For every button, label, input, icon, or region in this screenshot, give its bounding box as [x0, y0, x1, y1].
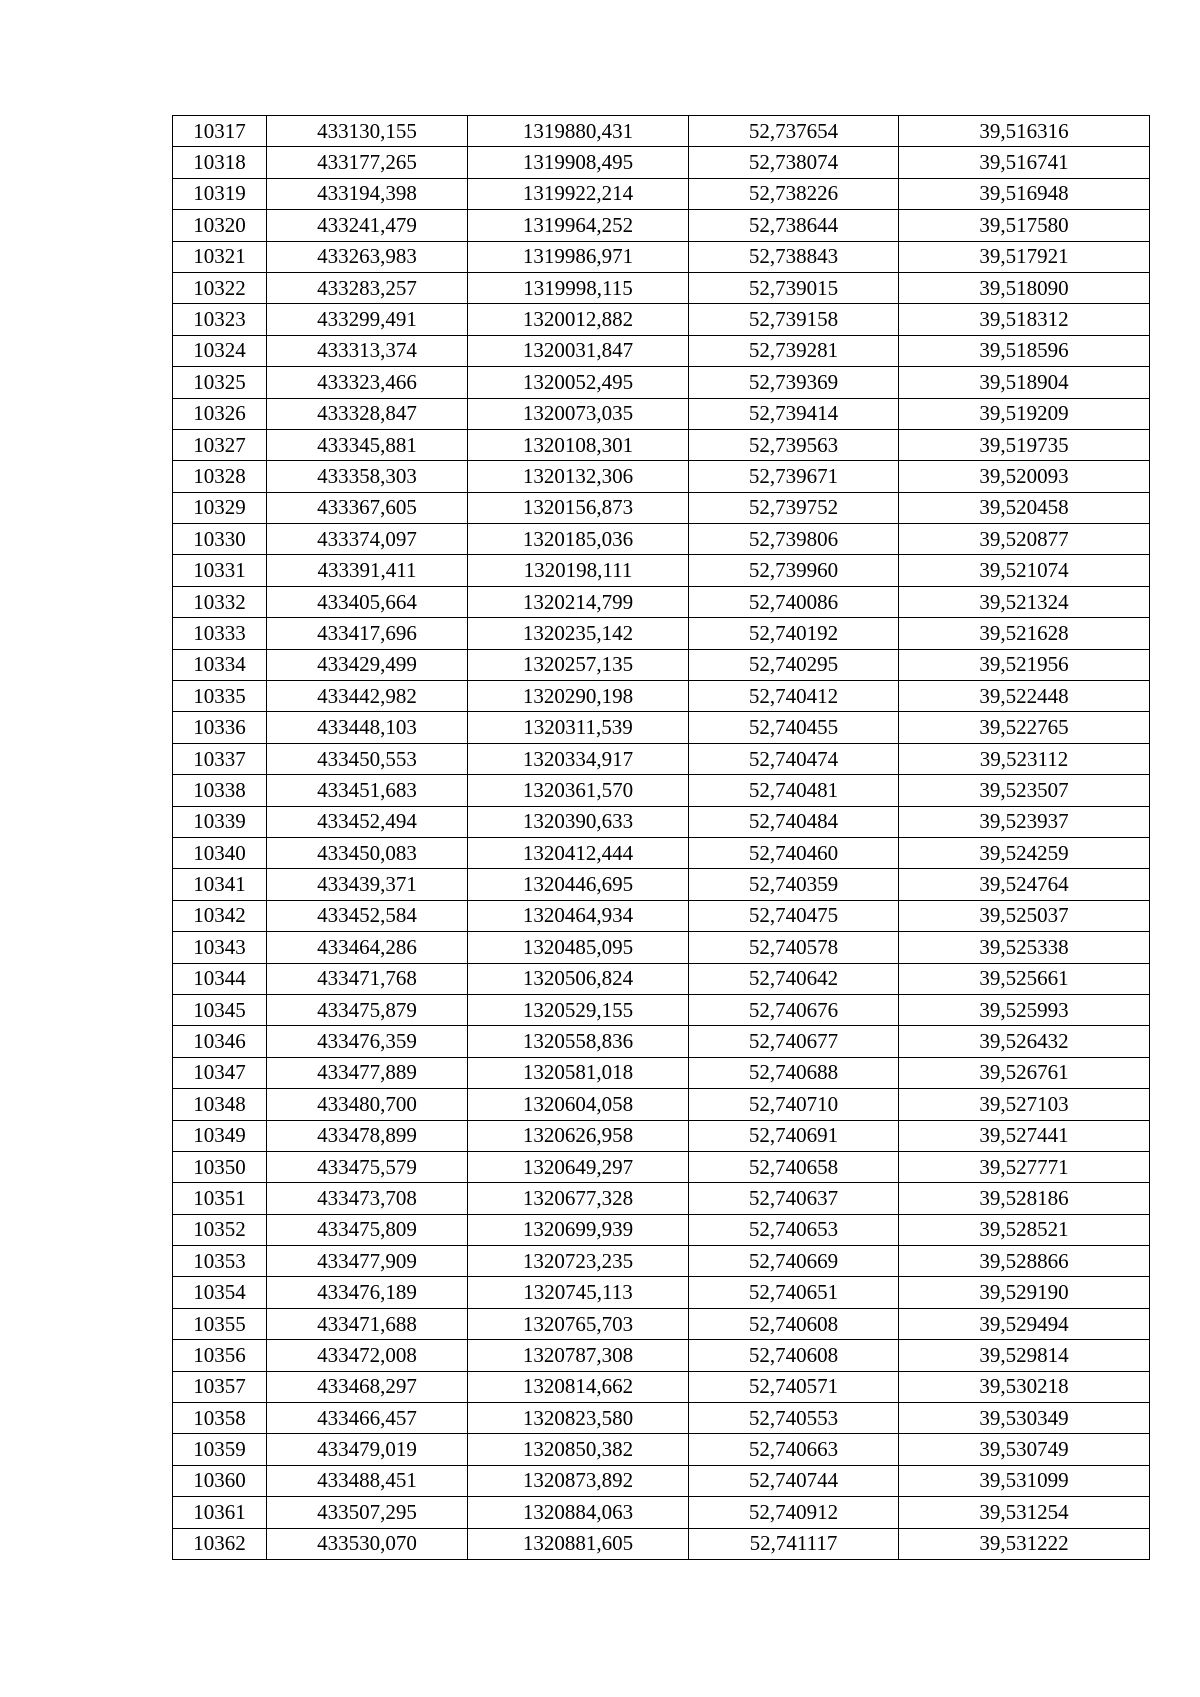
point-number-cell: 10332 — [173, 586, 267, 617]
table-row — [173, 712, 1150, 743]
x-coordinate-cell: 433417,696 — [267, 618, 468, 649]
y-coordinate-cell: 1320765,703 — [468, 1308, 689, 1339]
x-coordinate-cell: 433451,683 — [267, 775, 468, 806]
latitude-cell: 52,739563 — [689, 429, 899, 460]
y-coordinate-cell: 1320787,308 — [468, 1340, 689, 1371]
x-coordinate-cell: 433263,983 — [267, 241, 468, 272]
x-coordinate-cell: 433450,553 — [267, 743, 468, 774]
latitude-cell: 52,740691 — [689, 1120, 899, 1151]
longitude-cell: 39,531099 — [899, 1465, 1150, 1496]
longitude-cell: 39,522765 — [899, 712, 1150, 743]
y-coordinate-cell: 1320850,382 — [468, 1434, 689, 1465]
x-coordinate-cell: 433452,584 — [267, 900, 468, 931]
y-coordinate-cell: 1320506,824 — [468, 963, 689, 994]
y-coordinate-cell: 1319922,214 — [468, 178, 689, 209]
y-coordinate-cell: 1320814,662 — [468, 1371, 689, 1402]
y-coordinate-cell: 1320604,058 — [468, 1089, 689, 1120]
x-coordinate-cell: 433476,189 — [267, 1277, 468, 1308]
table-row — [173, 618, 1150, 649]
table-row — [173, 492, 1150, 523]
point-number-cell: 10321 — [173, 241, 267, 272]
latitude-cell: 52,740295 — [689, 649, 899, 680]
y-coordinate-cell: 1320290,198 — [468, 681, 689, 712]
point-number-cell: 10325 — [173, 367, 267, 398]
x-coordinate-cell: 433177,265 — [267, 147, 468, 178]
table-row — [173, 837, 1150, 868]
table-row — [173, 1183, 1150, 1214]
longitude-cell: 39,525993 — [899, 994, 1150, 1025]
longitude-cell: 39,529814 — [899, 1340, 1150, 1371]
point-number-cell: 10323 — [173, 304, 267, 335]
latitude-cell: 52,740412 — [689, 681, 899, 712]
latitude-cell: 52,738074 — [689, 147, 899, 178]
x-coordinate-cell: 433448,103 — [267, 712, 468, 743]
y-coordinate-cell: 1320073,035 — [468, 398, 689, 429]
point-number-cell: 10351 — [173, 1183, 267, 1214]
latitude-cell: 52,739671 — [689, 461, 899, 492]
x-coordinate-cell: 433313,374 — [267, 335, 468, 366]
point-number-cell: 10346 — [173, 1026, 267, 1057]
table-row — [173, 1089, 1150, 1120]
latitude-cell: 52,740744 — [689, 1465, 899, 1496]
x-coordinate-cell: 433194,398 — [267, 178, 468, 209]
point-number-cell: 10341 — [173, 869, 267, 900]
latitude-cell: 52,739281 — [689, 335, 899, 366]
x-coordinate-cell: 433472,008 — [267, 1340, 468, 1371]
y-coordinate-cell: 1320745,113 — [468, 1277, 689, 1308]
point-number-cell: 10327 — [173, 429, 267, 460]
longitude-cell: 39,526432 — [899, 1026, 1150, 1057]
longitude-cell: 39,531222 — [899, 1528, 1150, 1559]
table-row — [173, 524, 1150, 555]
y-coordinate-cell: 1319908,495 — [468, 147, 689, 178]
latitude-cell: 52,739369 — [689, 367, 899, 398]
table-row — [173, 1026, 1150, 1057]
x-coordinate-cell: 433241,479 — [267, 210, 468, 241]
table-row — [173, 1120, 1150, 1151]
x-coordinate-cell: 433328,847 — [267, 398, 468, 429]
table-row — [173, 429, 1150, 460]
longitude-cell: 39,528521 — [899, 1214, 1150, 1245]
point-number-cell: 10318 — [173, 147, 267, 178]
latitude-cell: 52,740484 — [689, 806, 899, 837]
x-coordinate-cell: 433442,982 — [267, 681, 468, 712]
longitude-cell: 39,522448 — [899, 681, 1150, 712]
table-row — [173, 963, 1150, 994]
y-coordinate-cell: 1320464,934 — [468, 900, 689, 931]
latitude-cell: 52,739806 — [689, 524, 899, 555]
point-number-cell: 10338 — [173, 775, 267, 806]
table-row — [173, 555, 1150, 586]
point-number-cell: 10324 — [173, 335, 267, 366]
table-row — [173, 1403, 1150, 1434]
latitude-cell: 52,740455 — [689, 712, 899, 743]
point-number-cell: 10362 — [173, 1528, 267, 1559]
x-coordinate-cell: 433367,605 — [267, 492, 468, 523]
x-coordinate-cell: 433477,889 — [267, 1057, 468, 1088]
y-coordinate-cell: 1320132,306 — [468, 461, 689, 492]
latitude-cell: 52,740912 — [689, 1497, 899, 1528]
latitude-cell: 52,739158 — [689, 304, 899, 335]
longitude-cell: 39,521074 — [899, 555, 1150, 586]
y-coordinate-cell: 1319964,252 — [468, 210, 689, 241]
table-row — [173, 681, 1150, 712]
point-number-cell: 10342 — [173, 900, 267, 931]
point-number-cell: 10336 — [173, 712, 267, 743]
y-coordinate-cell: 1320311,539 — [468, 712, 689, 743]
latitude-cell: 52,740086 — [689, 586, 899, 617]
latitude-cell: 52,737654 — [689, 116, 899, 147]
latitude-cell: 52,738644 — [689, 210, 899, 241]
longitude-cell: 39,518596 — [899, 335, 1150, 366]
latitude-cell: 52,740608 — [689, 1340, 899, 1371]
longitude-cell: 39,527771 — [899, 1151, 1150, 1182]
x-coordinate-cell: 433488,451 — [267, 1465, 468, 1496]
point-number-cell: 10344 — [173, 963, 267, 994]
point-number-cell: 10328 — [173, 461, 267, 492]
longitude-cell: 39,529190 — [899, 1277, 1150, 1308]
longitude-cell: 39,517921 — [899, 241, 1150, 272]
latitude-cell: 52,740642 — [689, 963, 899, 994]
y-coordinate-cell: 1320257,135 — [468, 649, 689, 680]
point-number-cell: 10345 — [173, 994, 267, 1025]
longitude-cell: 39,523507 — [899, 775, 1150, 806]
y-coordinate-cell: 1320677,328 — [468, 1183, 689, 1214]
latitude-cell: 52,740481 — [689, 775, 899, 806]
point-number-cell: 10343 — [173, 932, 267, 963]
latitude-cell: 52,740669 — [689, 1246, 899, 1277]
latitude-cell: 52,740474 — [689, 743, 899, 774]
point-number-cell: 10330 — [173, 524, 267, 555]
x-coordinate-cell: 433345,881 — [267, 429, 468, 460]
table-row — [173, 116, 1150, 147]
longitude-cell: 39,531254 — [899, 1497, 1150, 1528]
table-row — [173, 1246, 1150, 1277]
table-row — [173, 1371, 1150, 1402]
latitude-cell: 52,740658 — [689, 1151, 899, 1182]
x-coordinate-cell: 433468,297 — [267, 1371, 468, 1402]
latitude-cell: 52,740608 — [689, 1308, 899, 1339]
table-row — [173, 1151, 1150, 1182]
table-row — [173, 304, 1150, 335]
table-row — [173, 1497, 1150, 1528]
latitude-cell: 52,740553 — [689, 1403, 899, 1434]
longitude-cell: 39,527441 — [899, 1120, 1150, 1151]
point-number-cell: 10352 — [173, 1214, 267, 1245]
table-row — [173, 1057, 1150, 1088]
x-coordinate-cell: 433480,700 — [267, 1089, 468, 1120]
longitude-cell: 39,523937 — [899, 806, 1150, 837]
table-row — [173, 900, 1150, 931]
table-row — [173, 147, 1150, 178]
point-number-cell: 10355 — [173, 1308, 267, 1339]
latitude-cell: 52,741117 — [689, 1528, 899, 1559]
x-coordinate-cell: 433450,083 — [267, 837, 468, 868]
point-number-cell: 10360 — [173, 1465, 267, 1496]
longitude-cell: 39,516741 — [899, 147, 1150, 178]
point-number-cell: 10350 — [173, 1151, 267, 1182]
x-coordinate-cell: 433471,688 — [267, 1308, 468, 1339]
x-coordinate-cell: 433466,457 — [267, 1403, 468, 1434]
y-coordinate-cell: 1319986,971 — [468, 241, 689, 272]
x-coordinate-cell: 433299,491 — [267, 304, 468, 335]
x-coordinate-cell: 433391,411 — [267, 555, 468, 586]
coordinates-table-body — [173, 116, 1150, 1560]
table-row — [173, 743, 1150, 774]
table-row — [173, 1214, 1150, 1245]
x-coordinate-cell: 433429,499 — [267, 649, 468, 680]
y-coordinate-cell: 1320881,605 — [468, 1528, 689, 1559]
x-coordinate-cell: 433323,466 — [267, 367, 468, 398]
longitude-cell: 39,528186 — [899, 1183, 1150, 1214]
table-row — [173, 178, 1150, 209]
latitude-cell: 52,740637 — [689, 1183, 899, 1214]
table-row — [173, 932, 1150, 963]
table-row — [173, 210, 1150, 241]
x-coordinate-cell: 433477,909 — [267, 1246, 468, 1277]
y-coordinate-cell: 1320723,235 — [468, 1246, 689, 1277]
latitude-cell: 52,740359 — [689, 869, 899, 900]
longitude-cell: 39,523112 — [899, 743, 1150, 774]
table-row — [173, 398, 1150, 429]
x-coordinate-cell: 433358,303 — [267, 461, 468, 492]
y-coordinate-cell: 1320823,580 — [468, 1403, 689, 1434]
point-number-cell: 10353 — [173, 1246, 267, 1277]
longitude-cell: 39,527103 — [899, 1089, 1150, 1120]
x-coordinate-cell: 433283,257 — [267, 272, 468, 303]
latitude-cell: 52,738226 — [689, 178, 899, 209]
latitude-cell: 52,739752 — [689, 492, 899, 523]
table-row — [173, 1434, 1150, 1465]
table-row — [173, 241, 1150, 272]
table-row — [173, 1340, 1150, 1371]
point-number-cell: 10340 — [173, 837, 267, 868]
table-row — [173, 1465, 1150, 1496]
y-coordinate-cell: 1320214,799 — [468, 586, 689, 617]
y-coordinate-cell: 1320185,036 — [468, 524, 689, 555]
table-row — [173, 335, 1150, 366]
table-row — [173, 461, 1150, 492]
y-coordinate-cell: 1320412,444 — [468, 837, 689, 868]
x-coordinate-cell: 433475,579 — [267, 1151, 468, 1182]
y-coordinate-cell: 1320334,917 — [468, 743, 689, 774]
point-number-cell: 10319 — [173, 178, 267, 209]
longitude-cell: 39,525661 — [899, 963, 1150, 994]
point-number-cell: 10361 — [173, 1497, 267, 1528]
y-coordinate-cell: 1320361,570 — [468, 775, 689, 806]
point-number-cell: 10320 — [173, 210, 267, 241]
table-row — [173, 272, 1150, 303]
latitude-cell: 52,740688 — [689, 1057, 899, 1088]
longitude-cell: 39,519209 — [899, 398, 1150, 429]
longitude-cell: 39,530349 — [899, 1403, 1150, 1434]
x-coordinate-cell: 433530,070 — [267, 1528, 468, 1559]
longitude-cell: 39,530218 — [899, 1371, 1150, 1402]
x-coordinate-cell: 433475,809 — [267, 1214, 468, 1245]
x-coordinate-cell: 433405,664 — [267, 586, 468, 617]
point-number-cell: 10326 — [173, 398, 267, 429]
y-coordinate-cell: 1319880,431 — [468, 116, 689, 147]
longitude-cell: 39,521956 — [899, 649, 1150, 680]
x-coordinate-cell: 433473,708 — [267, 1183, 468, 1214]
y-coordinate-cell: 1320649,297 — [468, 1151, 689, 1182]
y-coordinate-cell: 1320108,301 — [468, 429, 689, 460]
table-row — [173, 1277, 1150, 1308]
latitude-cell: 52,740663 — [689, 1434, 899, 1465]
table-row — [173, 775, 1150, 806]
point-number-cell: 10329 — [173, 492, 267, 523]
longitude-cell: 39,525037 — [899, 900, 1150, 931]
y-coordinate-cell: 1320012,882 — [468, 304, 689, 335]
y-coordinate-cell: 1320581,018 — [468, 1057, 689, 1088]
x-coordinate-cell: 433479,019 — [267, 1434, 468, 1465]
longitude-cell: 39,517580 — [899, 210, 1150, 241]
x-coordinate-cell: 433507,295 — [267, 1497, 468, 1528]
table-row — [173, 367, 1150, 398]
longitude-cell: 39,521628 — [899, 618, 1150, 649]
point-number-cell: 10335 — [173, 681, 267, 712]
x-coordinate-cell: 433471,768 — [267, 963, 468, 994]
longitude-cell: 39,520877 — [899, 524, 1150, 555]
longitude-cell: 39,526761 — [899, 1057, 1150, 1088]
x-coordinate-cell: 433475,879 — [267, 994, 468, 1025]
point-number-cell: 10337 — [173, 743, 267, 774]
point-number-cell: 10331 — [173, 555, 267, 586]
y-coordinate-cell: 1320198,111 — [468, 555, 689, 586]
point-number-cell: 10356 — [173, 1340, 267, 1371]
table-row — [173, 1528, 1150, 1559]
x-coordinate-cell: 433478,899 — [267, 1120, 468, 1151]
x-coordinate-cell: 433439,371 — [267, 869, 468, 900]
y-coordinate-cell: 1320529,155 — [468, 994, 689, 1025]
x-coordinate-cell: 433130,155 — [267, 116, 468, 147]
latitude-cell: 52,740475 — [689, 900, 899, 931]
x-coordinate-cell: 433374,097 — [267, 524, 468, 555]
latitude-cell: 52,739015 — [689, 272, 899, 303]
latitude-cell: 52,739414 — [689, 398, 899, 429]
longitude-cell: 39,520093 — [899, 461, 1150, 492]
point-number-cell: 10333 — [173, 618, 267, 649]
latitude-cell: 52,740460 — [689, 837, 899, 868]
y-coordinate-cell: 1320156,873 — [468, 492, 689, 523]
table-row — [173, 586, 1150, 617]
longitude-cell: 39,516948 — [899, 178, 1150, 209]
table-row — [173, 994, 1150, 1025]
longitude-cell: 39,530749 — [899, 1434, 1150, 1465]
y-coordinate-cell: 1320884,063 — [468, 1497, 689, 1528]
longitude-cell: 39,518904 — [899, 367, 1150, 398]
x-coordinate-cell: 433452,494 — [267, 806, 468, 837]
latitude-cell: 52,740578 — [689, 932, 899, 963]
y-coordinate-cell: 1320235,142 — [468, 618, 689, 649]
latitude-cell: 52,740677 — [689, 1026, 899, 1057]
y-coordinate-cell: 1320031,847 — [468, 335, 689, 366]
y-coordinate-cell: 1319998,115 — [468, 272, 689, 303]
point-number-cell: 10334 — [173, 649, 267, 680]
point-number-cell: 10317 — [173, 116, 267, 147]
longitude-cell: 39,516316 — [899, 116, 1150, 147]
table-row — [173, 649, 1150, 680]
longitude-cell: 39,520458 — [899, 492, 1150, 523]
longitude-cell: 39,519735 — [899, 429, 1150, 460]
table-row — [173, 1308, 1150, 1339]
y-coordinate-cell: 1320558,836 — [468, 1026, 689, 1057]
table-row — [173, 869, 1150, 900]
latitude-cell: 52,740710 — [689, 1089, 899, 1120]
latitude-cell: 52,738843 — [689, 241, 899, 272]
latitude-cell: 52,740192 — [689, 618, 899, 649]
point-number-cell: 10359 — [173, 1434, 267, 1465]
y-coordinate-cell: 1320626,958 — [468, 1120, 689, 1151]
point-number-cell: 10348 — [173, 1089, 267, 1120]
point-number-cell: 10349 — [173, 1120, 267, 1151]
point-number-cell: 10347 — [173, 1057, 267, 1088]
point-number-cell: 10358 — [173, 1403, 267, 1434]
longitude-cell: 39,525338 — [899, 932, 1150, 963]
coordinates-table — [172, 115, 1150, 1560]
y-coordinate-cell: 1320052,495 — [468, 367, 689, 398]
point-number-cell: 10339 — [173, 806, 267, 837]
y-coordinate-cell: 1320485,095 — [468, 932, 689, 963]
y-coordinate-cell: 1320390,633 — [468, 806, 689, 837]
latitude-cell: 52,740676 — [689, 994, 899, 1025]
longitude-cell: 39,521324 — [899, 586, 1150, 617]
longitude-cell: 39,528866 — [899, 1246, 1150, 1277]
longitude-cell: 39,529494 — [899, 1308, 1150, 1339]
table-row — [173, 806, 1150, 837]
longitude-cell: 39,518312 — [899, 304, 1150, 335]
latitude-cell: 52,739960 — [689, 555, 899, 586]
point-number-cell: 10322 — [173, 272, 267, 303]
latitude-cell: 52,740571 — [689, 1371, 899, 1402]
x-coordinate-cell: 433464,286 — [267, 932, 468, 963]
latitude-cell: 52,740653 — [689, 1214, 899, 1245]
point-number-cell: 10354 — [173, 1277, 267, 1308]
longitude-cell: 39,524764 — [899, 869, 1150, 900]
longitude-cell: 39,524259 — [899, 837, 1150, 868]
y-coordinate-cell: 1320699,939 — [468, 1214, 689, 1245]
x-coordinate-cell: 433476,359 — [267, 1026, 468, 1057]
longitude-cell: 39,518090 — [899, 272, 1150, 303]
y-coordinate-cell: 1320446,695 — [468, 869, 689, 900]
y-coordinate-cell: 1320873,892 — [468, 1465, 689, 1496]
latitude-cell: 52,740651 — [689, 1277, 899, 1308]
point-number-cell: 10357 — [173, 1371, 267, 1402]
